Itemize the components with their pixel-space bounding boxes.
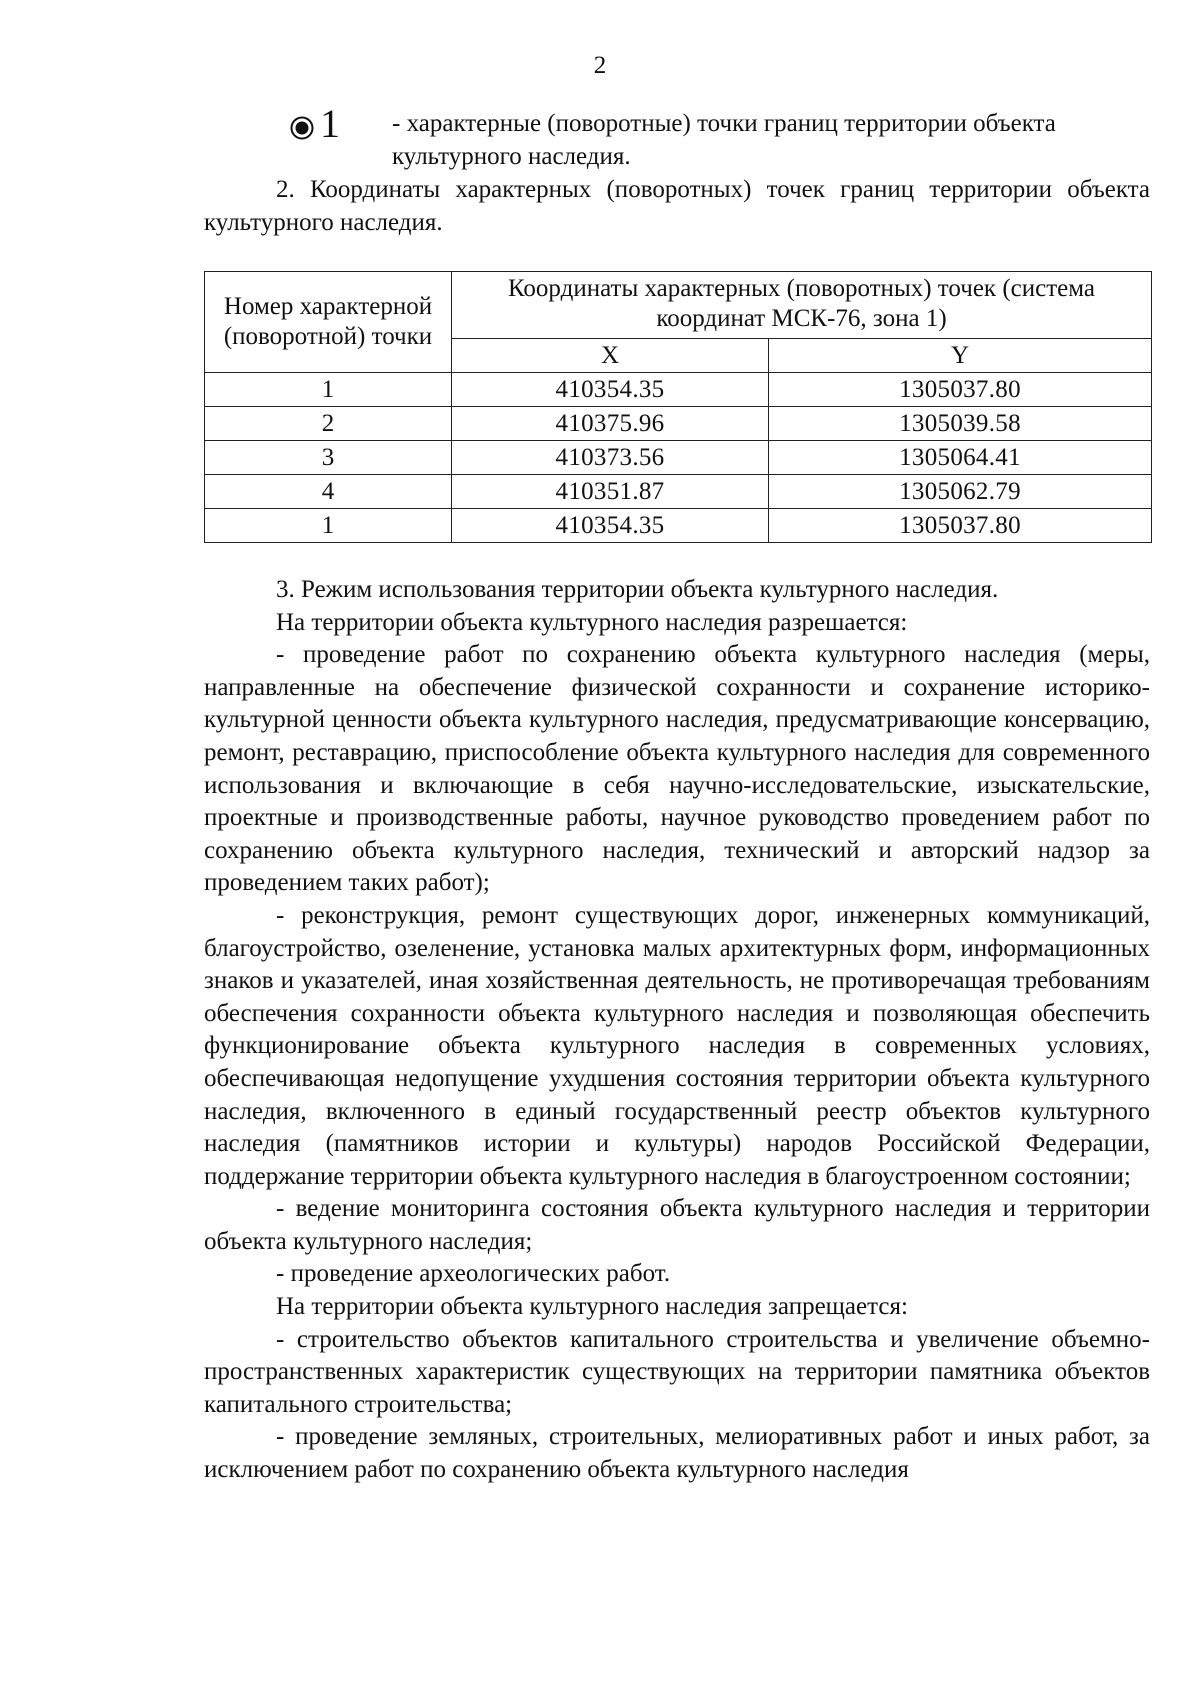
table-row [205, 373, 1152, 407]
page-number: 2 [593, 52, 607, 79]
allowed-item: - проведение работ по сохранению объекта культурного наследия (меры, направленные на обеспечение физической сохранности и сохранение историко-культурной ценности объекта культурного наследия, предусматривающие консервацию, ремонт, реставрацию, приспособление объекта культурного наследия для современного использования и включающие в себя научно-исследовательские, изыскательские, проектные и производственные работы, научное руководство проведением работ по сохранению объекта культурного наследия, технический и авторский надзор за проведением таких работ); [204, 641, 1150, 897]
x-coordinate: 410375.96 [452, 407, 769, 441]
section-3 [204, 574, 1150, 1487]
x-coordinate: 410351.87 [452, 475, 769, 509]
table-row [205, 509, 1152, 543]
point-number: 4 [205, 475, 452, 509]
point-number: 2 [205, 407, 452, 441]
y-coordinate: 1305037.80 [769, 373, 1152, 407]
y-coordinate: 1305037.80 [769, 509, 1152, 543]
forbidden-intro: На территории объекта культурного наследия запрещается: [276, 1293, 908, 1321]
point-number: 3 [205, 441, 452, 475]
point-number: 1 [205, 509, 452, 543]
allowed-item: - проведение археологических работ. [276, 1260, 671, 1288]
y-header: Y [769, 339, 1152, 373]
coordinates-table [204, 271, 1152, 543]
section-2-heading: 2. Координаты характерных (поворотных) точек границ территории объекта культурного наследия. [204, 176, 1150, 236]
y-coordinate: 1305062.79 [769, 475, 1152, 509]
point-number: 1 [205, 373, 452, 407]
allowed-item: - реконструкция, ремонт существующих дорог, инженерных коммуникаций, благоустройство, озеленение, установка малых архитектурных форм, информационных знаков и указателей, иная хозяйственная деятельность, не противоречащая требованиям обеспечения сохранности объекта культурного наследия и позволяющая обеспечить функционирование объекта культурного наследия в современных условиях, обеспечивающая недопущение ухудшения состояния территории объекта культурного наследия, включенного в единый государственный реестр объектов культурного наследия (памятников истории и культуры) народов Российской Федерации, поддержание территории объекта культурного наследия в благоустроенном состоянии; [204, 901, 1150, 1190]
x-coordinate: 410373.56 [452, 441, 769, 475]
y-coordinate: 1305039.58 [769, 407, 1152, 441]
table-row [205, 407, 1152, 441]
allowed-intro: На территории объекта культурного наследия разрешается: [276, 608, 908, 636]
legend [290, 101, 1150, 174]
section-3-heading: 3. Режим использования территории объекта культурного наследия. [276, 576, 999, 603]
table-row [205, 475, 1152, 509]
point-number-header: Номер характерной (поворотной) точки [205, 272, 452, 373]
x-coordinate: 410354.35 [452, 509, 769, 543]
legend-description: - характерные (поворотные) точки границ территории объекта культурного наследия. [392, 110, 1056, 170]
x-coordinate: 410354.35 [452, 373, 769, 407]
boundary-point-icon [290, 116, 314, 140]
legend-symbol-label: 1 [320, 101, 340, 146]
forbidden-item: - проведение земляных, строительных, мелиоративных работ и иных работ, за исключением работ по сохранению объекта культурного наследия [204, 1423, 1150, 1484]
coordinates-header: Координаты характерных (поворотных) точек (система координат МСК-76, зона 1) [452, 272, 1152, 339]
x-header: X [452, 339, 769, 373]
allowed-item: - ведение мониторинга состояния объекта культурного наследия и территории объекта культурного наследия; [204, 1195, 1150, 1255]
table-row [205, 441, 1152, 475]
section-2 [204, 174, 1150, 239]
forbidden-item: - строительство объектов капитального строительства и увеличение объемно-пространственных характеристик существующих на территории памятника объектов капитального строительства; [204, 1325, 1150, 1418]
y-coordinate: 1305064.41 [769, 441, 1152, 475]
